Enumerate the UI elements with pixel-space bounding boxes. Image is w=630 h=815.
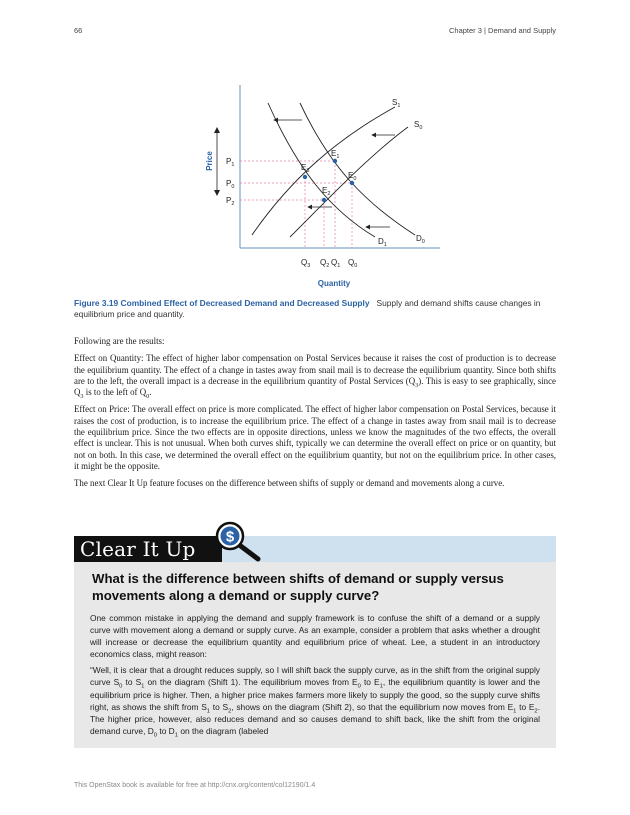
demand-curve-d1 <box>268 103 375 237</box>
footer-text: This OpenStax book is available for free at http://cnx.org/content/col12190/1.4 <box>74 782 316 789</box>
price-paragraph: Effect on Price: The overall effect on price is more complicated. The effect of higher labor compensation on Postal Services, because it raises the cost of production, is to increase the equilibrium price. The effect of a change in tastes away from snail mail is to decrease the equilibrium price. Since the two effects are in opposite directions, unless we know the magnitudes of the two effects, the overall effect is unclear. This is not unusual. When both curves shift, typically we can determine the overall effect on price or on quantity, but not on both. In this case, we determined the overall effect on the equilibrium quantity, but not on the equilibrium price. In other cases, it might be the opposite. <box>74 404 556 471</box>
figure-caption <box>74 298 556 320</box>
clear-it-up-title: Clear It Up <box>80 537 196 561</box>
label-p2: $P_2$ <box>226 196 235 207</box>
clear-it-up-question: What is the difference between shifts of demand or supply versus movements along a demand or supply curve? <box>92 571 504 603</box>
shift-arrows <box>274 120 395 227</box>
demand-curve-d0 <box>300 103 415 235</box>
supply-demand-figure <box>190 85 440 295</box>
label-e3: $E_3$ <box>301 163 310 174</box>
figure-caption-text: Supply and demand shifts cause changes in equilibrium price and quantity. <box>74 298 541 319</box>
quantity-paragraph: Effect on Quantity: The effect of higher labor compensation on Postal Services because it raises the cost of production is to decrease the equilibrium quantity. The effect of a change in tastes away from snail mail is to decrease the equilibrium quantity. Since both shifts are to the left, the overall impact is a decrease in the equilibrium quantity of Postal Services $(Q_3)$. This is easy to see graphically, since $Q_3$ is to the left of $Q_0$. <box>74 353 556 400</box>
label-s1: $S_1$ <box>392 98 401 109</box>
intro-paragraph: Following are the results: <box>74 336 165 346</box>
dashed-guides <box>240 161 352 248</box>
next-paragraph: The next Clear It Up feature focuses on the difference between shifts of supply or demand and movements along a curve. <box>74 478 505 489</box>
label-e1: $E_1$ <box>331 149 340 160</box>
label-q2: $Q_2$ <box>320 258 330 269</box>
point-e2 <box>322 198 326 202</box>
chapter-title: Chapter 3 | Demand and Supply <box>448 26 556 35</box>
label-e0: $E_0$ <box>348 171 357 182</box>
label-p0: $P_0$ <box>226 179 235 190</box>
point-e3 <box>303 175 307 179</box>
clear-it-up-text <box>90 612 540 741</box>
label-p1: $P_1$ <box>226 157 235 168</box>
label-d1: $D_1$ <box>378 237 387 248</box>
svg-text:$: $ <box>225 528 235 546</box>
page-number: 66 <box>74 26 83 35</box>
clear-it-up-box <box>74 562 556 748</box>
label-d0: $D_0$ <box>416 234 425 245</box>
supply-curve-s0 <box>290 127 408 237</box>
clear-it-up-p1: One common mistake in applying the demand and supply framework is to confuse the shift of a demand or a supply curve with movement along a demand or supply curve. As an example, consider a problem that asks whether a drought will increase or decrease the equilibrium quantity and equilibrium price of wheat. Lee, a student in an introductory economics class, might reason: <box>90 613 540 660</box>
figure-caption-label: Figure 3.19 Combined Effect of Decreased Demand and Decreased Supply <box>74 298 370 308</box>
label-e2: $E_2$ <box>322 186 331 197</box>
body-text <box>74 336 556 496</box>
y-axis-label: Price <box>205 151 214 171</box>
magnifier-dollar-icon <box>212 520 262 564</box>
supply-curve-s1 <box>252 107 395 235</box>
label-s0: $S_0$ <box>414 120 423 131</box>
label-q1: $Q_1$ <box>331 258 341 269</box>
clear-it-up-p2: “Well, it is clear that a drought reduces supply, so I will shift back the supply curve, as in the shift from the original supply curve $S_0$ to $S_1$ on the diagram (Shift 1). The equilibrium moves from $E_0$ to $E_1$, the equilibrium quantity is lower and the equilibrium price is higher. Then, a higher price makes farmers more likely to supply the good, so the supply curve shifts right, as shows the shift from $S_1$ to $S_2$, shows on the diagram (Shift 2), so that the equilibrium now moves from $E_1$ to $E_2$. The higher price, however, also reduces demand and so causes demand to shift back, like the shift from the original demand curve, $D_0$ to $D_1$ on the diagram (labeled <box>90 665 541 739</box>
x-axis-label: Quantity <box>317 279 351 288</box>
label-q3: $Q_3$ <box>301 258 311 269</box>
label-q0: $Q_0$ <box>348 258 358 269</box>
